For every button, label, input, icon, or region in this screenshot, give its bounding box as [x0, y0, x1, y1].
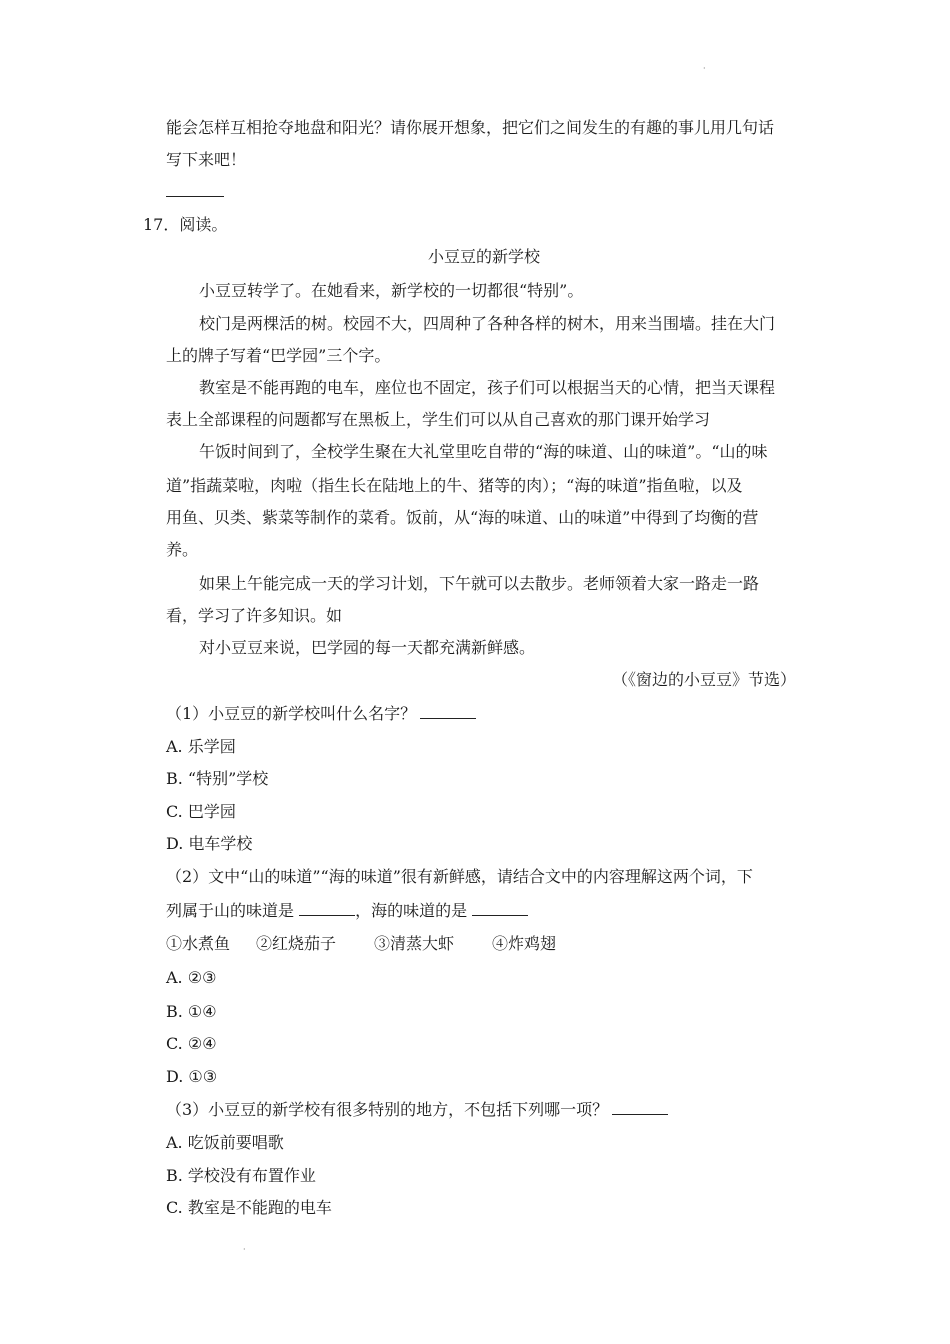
choice-option[interactable]: C. 教室是不能跑的电车: [166, 1198, 332, 1217]
q16-text-line-2: 写下来吧！: [166, 150, 247, 169]
passage-paragraph: 看，学习了许多知识。如: [166, 606, 343, 625]
choice-option[interactable]: A. ②③: [166, 968, 217, 987]
passage-paragraph: 教室是不能再跑的电车，座位也不固定，孩子们可以根据当天的心情，把当天课程: [199, 378, 776, 397]
passage-paragraph: 午饭时间到了，全校学生聚在大礼堂里吃自带的“海的味道、山的味道”。“山的味: [199, 442, 768, 461]
mountain-taste-blank[interactable]: [299, 901, 355, 916]
passage-paragraph: 养。: [166, 540, 199, 559]
q16-answer-blank[interactable]: [166, 182, 224, 202]
passage-paragraph: 校门是两棵活的树。校园不大，四周种了各种各样的树木，用来当围墙。挂在大门: [199, 314, 776, 333]
sub-question-2-text-a: 列属于山的味道是: [166, 901, 300, 920]
sea-taste-blank[interactable]: [472, 901, 528, 916]
sub-question-2-stem-line-2: [166, 901, 528, 921]
choice-option[interactable]: A. 乐学园: [166, 737, 236, 756]
sub-question-1-blank[interactable]: [420, 704, 476, 719]
passage-paragraph: 如果上午能完成一天的学习计划，下午就可以去散步。老师领着大家一路走一路: [199, 574, 760, 593]
sub-question-1-stem: [166, 704, 476, 724]
choice-option[interactable]: B. “特别”学校: [166, 769, 269, 788]
bottom-mark: ·: [243, 1245, 246, 1254]
dish-items: [166, 934, 556, 954]
choice-option[interactable]: B. 学校没有布置作业: [166, 1166, 316, 1185]
passage-paragraph: 道”指蔬菜啦，肉啦（指生长在陆地上的牛、猪等的肉）；“海的味道”指鱼啦，以及: [166, 476, 743, 495]
passage-paragraph: 上的牌子写着“巴学园”三个字。: [166, 346, 391, 365]
passage-title: 小豆豆的新学校: [428, 247, 541, 266]
sub-question-3-stem: [166, 1100, 668, 1120]
choice-option[interactable]: A. 吃饭前要唱歌: [166, 1133, 284, 1152]
sub-question-3-text: （3）小豆豆的新学校有很多特别的地方，不包括下列哪一项？: [166, 1100, 609, 1119]
passage-paragraph: 表上全部课程的问题都写在黑板上，学生们可以从自己喜欢的那门课开始学习: [166, 410, 711, 429]
passage-paragraph: 对小豆豆来说，巴学园的每一天都充满新鲜感。: [199, 638, 536, 657]
q16-text-line-1: 能会怎样互相抢夺地盘和阳光？请你展开想象，把它们之间发生的有趣的事儿用几句话: [166, 118, 775, 137]
choice-option[interactable]: B. ①④: [166, 1002, 217, 1021]
choice-option[interactable]: D. ①③: [166, 1067, 218, 1086]
passage-source: （《窗边的小豆豆》节选）: [612, 670, 797, 689]
sub-question-2-text-b: ，海的味道的是: [355, 901, 473, 920]
sub-question-1-text: （1）小豆豆的新学校叫什么名字？: [166, 704, 417, 723]
choice-option[interactable]: D. 电车学校: [166, 834, 253, 853]
top-mark: ·: [703, 64, 706, 73]
passage-paragraph: 用鱼、贝类、紫菜等制作的菜肴。饭前，从“海的味道、山的味道”中得到了均衡的营: [166, 508, 759, 527]
dish-item: ④炸鸡翅: [492, 934, 557, 953]
question-instruction: 阅读。: [179, 215, 228, 234]
question-number: 17．: [143, 215, 180, 234]
choice-option[interactable]: C. 巴学园: [166, 802, 236, 821]
choice-option[interactable]: C. ②④: [166, 1034, 217, 1053]
sub-question-2-stem-line-1: （2）文中“山的味道”“海的味道”很有新鲜感，请结合文中的内容理解这两个词，下: [166, 867, 753, 886]
passage-paragraph: 小豆豆转学了。在她看来，新学校的一切都很“特别”。: [199, 281, 584, 300]
dish-item: ②红烧茄子: [256, 934, 337, 953]
dish-item: ①水煮鱼: [166, 934, 231, 953]
sub-question-3-blank[interactable]: [612, 1100, 668, 1115]
question-17-header: [143, 215, 227, 235]
dish-item: ③清蒸大虾: [374, 934, 455, 953]
